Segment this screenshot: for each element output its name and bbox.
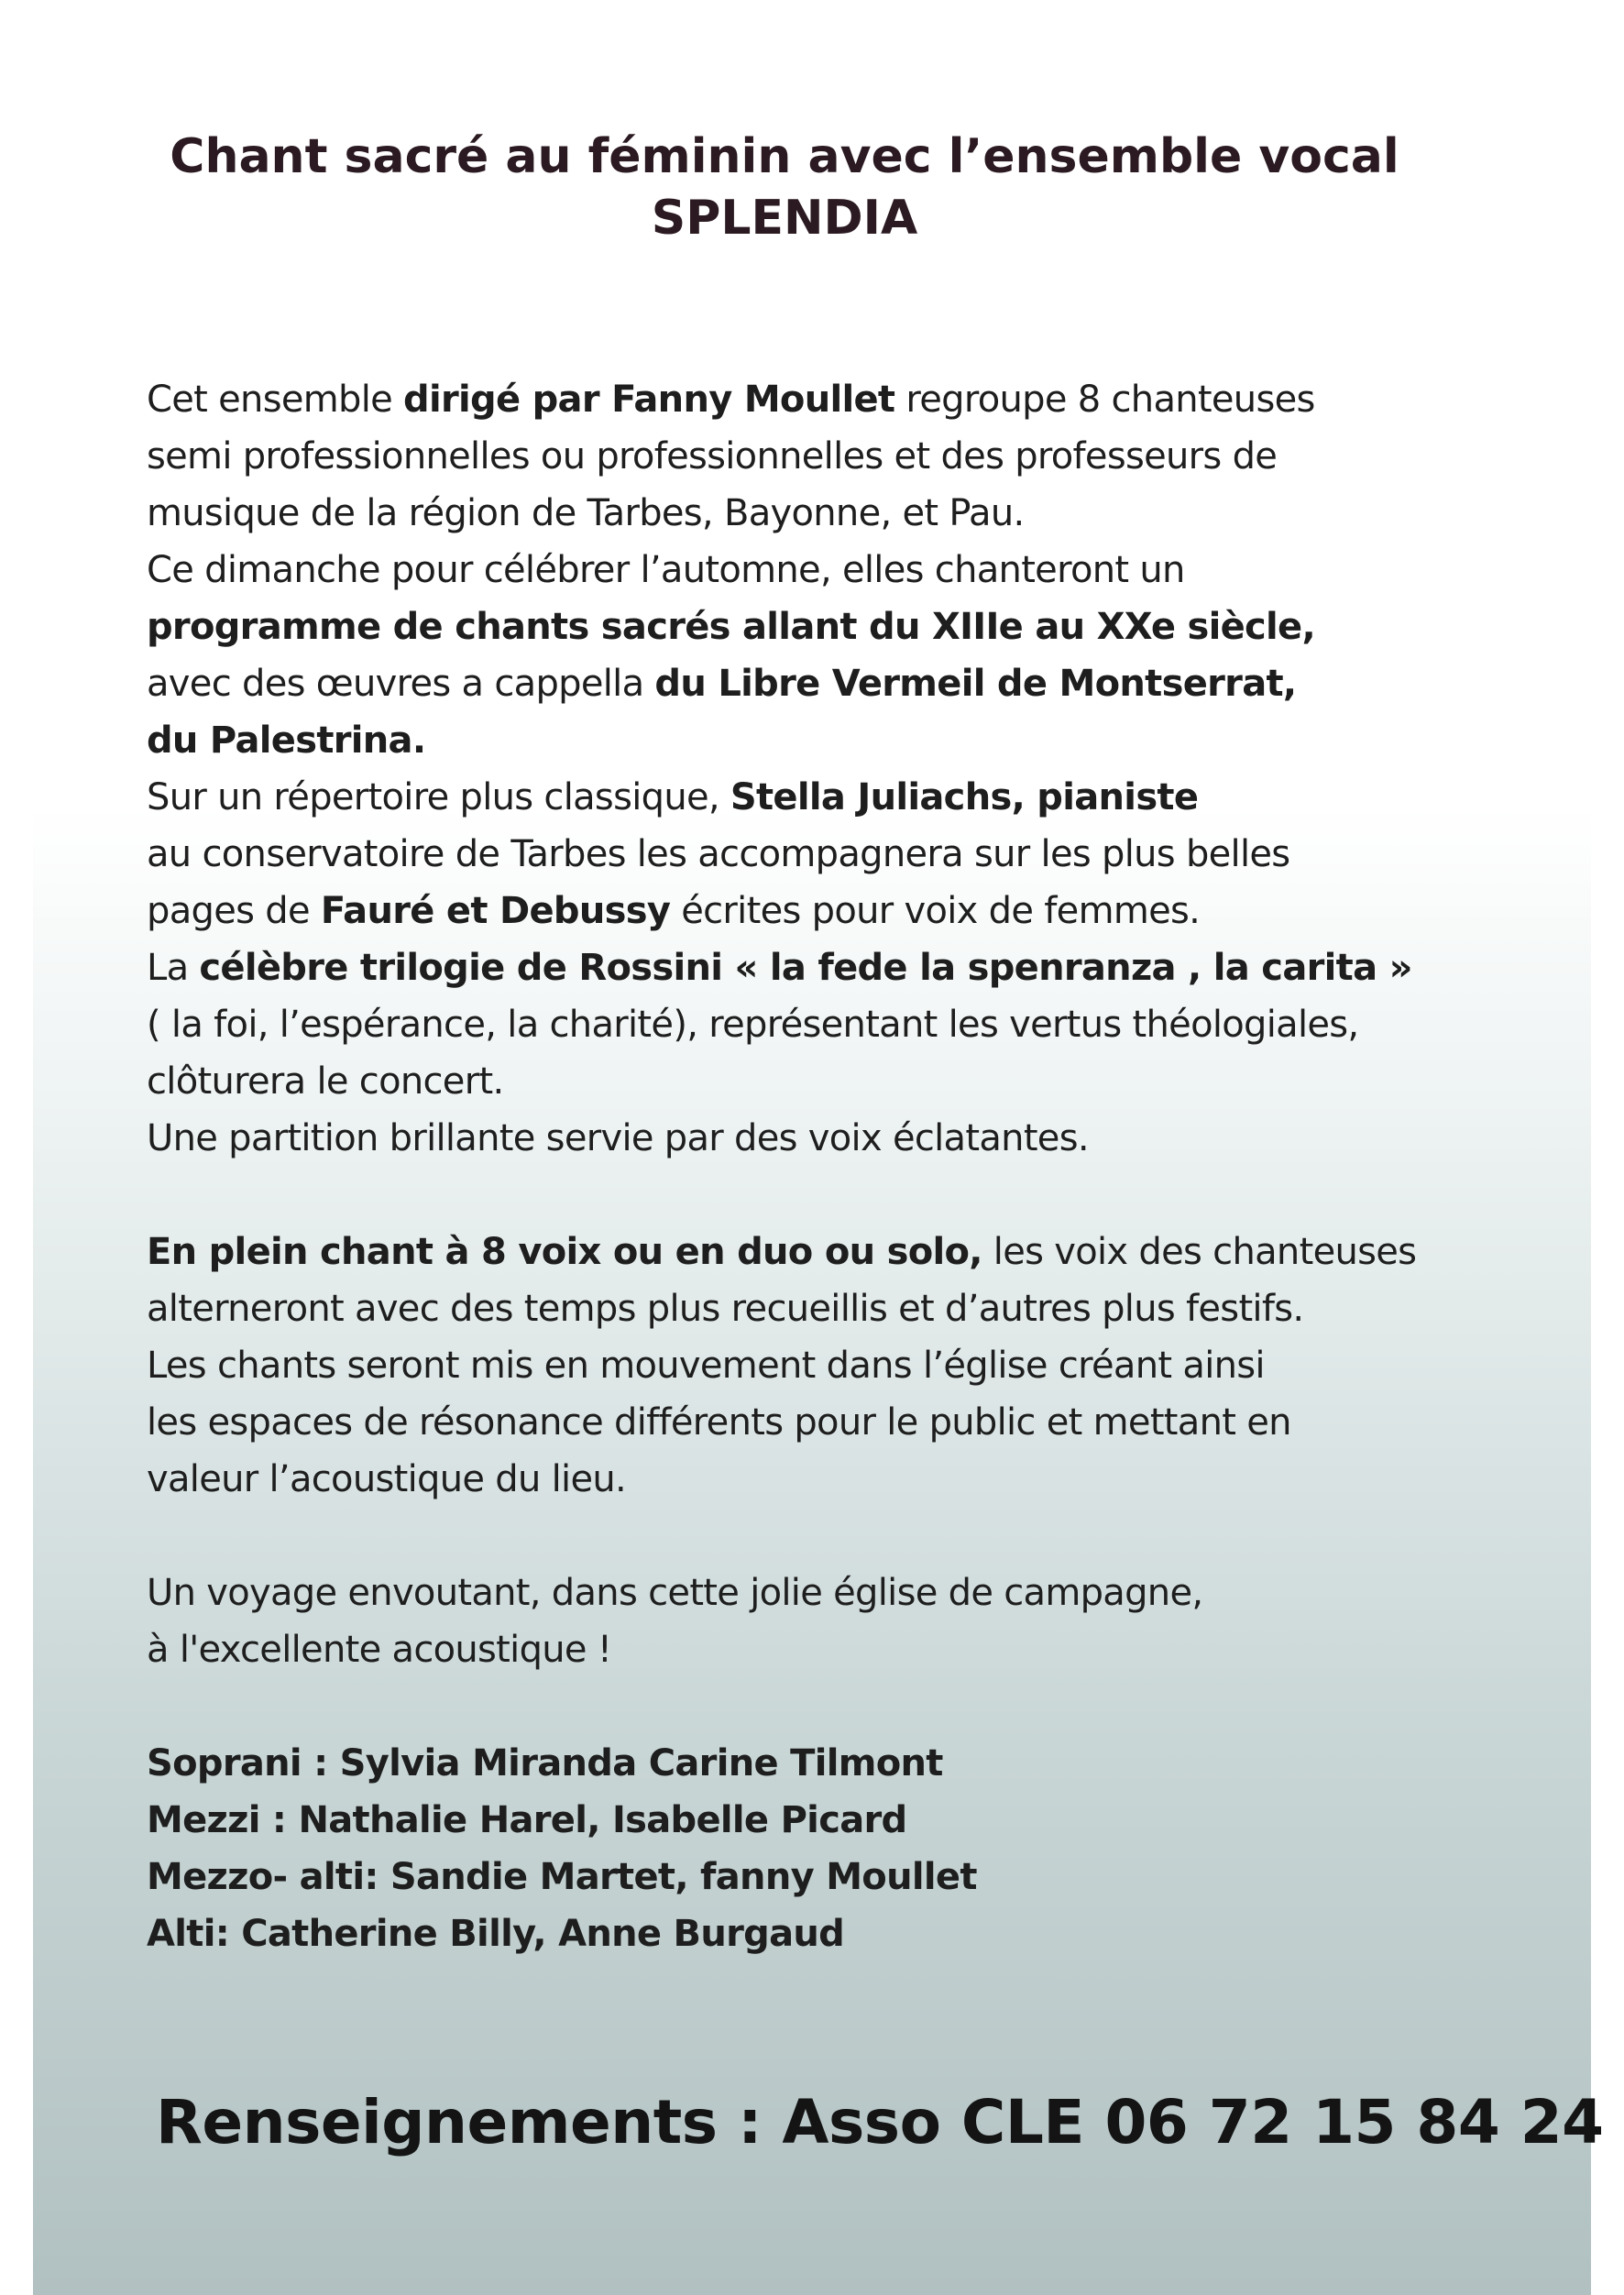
text-line: les espaces de résonance différents pour le public et mettant en (147, 1401, 1291, 1444)
text-line: Ce dimanche pour célébrer l’automne, elles chanteront un (147, 549, 1185, 591)
text-line: Les chants seront mis en mouvement dans l’église créant ainsi (147, 1345, 1265, 1387)
cast-line: Alti: Catherine Billy, Anne Burgaud (147, 1913, 845, 1955)
text-line: programme de chants sacrés allant du XIIIe au XXe siècle, (147, 606, 1315, 648)
text-line: ( la foi, l’espérance, la charité), représentant les vertus théologiales, (147, 1004, 1359, 1046)
text-span: La (147, 947, 200, 989)
cast-line: Soprani : Sylvia Miranda Carine Tilmont (147, 1742, 943, 1784)
paragraph-gap (147, 1508, 1595, 1565)
text-line: Une partition brillante servie par des voix éclatantes. (147, 1117, 1089, 1159)
title-line-1: Chant sacré au féminin avec l’ensemble vocal (170, 129, 1399, 184)
body-text (147, 371, 1595, 1962)
text-line (147, 769, 1595, 826)
text-line: au conservatoire de Tarbes les accompagnera sur les plus belles (147, 833, 1290, 875)
text-line: du Palestrina. (147, 719, 426, 762)
paragraph-gap (147, 1167, 1595, 1224)
text-span: pages de (147, 890, 321, 932)
text-span: Cet ensemble (147, 379, 404, 421)
bold-span: Fauré et Debussy (320, 890, 671, 932)
cast-line: Mezzo- alti: Sandie Martet, fanny Moullet (147, 1856, 977, 1898)
text-line: à l'excellente acoustique ! (147, 1629, 612, 1671)
text-line: musique de la région de Tarbes, Bayonne, et Pau. (147, 492, 1025, 534)
text-line: valeur l’acoustique du lieu. (147, 1458, 627, 1500)
text-line (147, 883, 1595, 939)
text-line (147, 371, 1595, 428)
cast-line: Mezzi : Nathalie Harel, Isabelle Picard (147, 1799, 907, 1841)
text-line: Un voyage envoutant, dans cette jolie église de campagne, (147, 1572, 1203, 1614)
text-span: écrites pour voix de femmes. (670, 890, 1201, 932)
title-line-2: SPLENDIA (651, 191, 918, 246)
text-span: les voix des chanteuses (982, 1231, 1417, 1273)
text-line (147, 939, 1595, 996)
bold-span: Stella Juliachs, pianiste (730, 776, 1199, 818)
bold-span: célèbre trilogie de Rossini « la fede la spenranza , la carita » (199, 947, 1412, 989)
text-span: regroupe 8 chanteuses (894, 379, 1315, 421)
text-line (147, 1224, 1595, 1280)
text-line: alterneront avec des temps plus recueillis et d’autres plus festifs. (147, 1288, 1304, 1330)
text-line (147, 655, 1595, 712)
bold-span: En plein chant à 8 voix ou en duo ou solo, (147, 1231, 982, 1273)
bold-span: dirigé par Fanny Moullet (403, 379, 895, 421)
page-title (0, 126, 1569, 249)
paragraph-gap (147, 1678, 1595, 1735)
text-span: Sur un répertoire plus classique, (147, 776, 730, 818)
text-span: avec des œuvres a cappella (147, 663, 655, 705)
text-line: clôturera le concert. (147, 1060, 504, 1103)
contact-info: Renseignements : Asso CLE 06 72 15 84 24 (156, 2087, 1604, 2158)
text-line: semi professionnelles ou professionnelles et des professeurs de (147, 435, 1278, 478)
bold-span: du Libre Vermeil de Montserrat, (654, 663, 1297, 705)
